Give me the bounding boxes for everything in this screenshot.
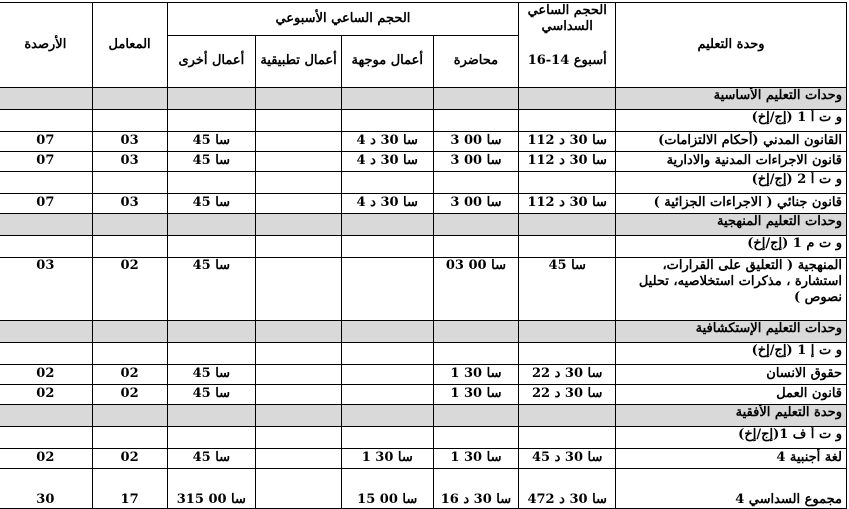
coefficient-cell <box>92 404 167 426</box>
unit-name-cell: و ت أ 2 (إج/إخ) <box>616 171 847 193</box>
lecture-cell <box>433 320 519 342</box>
lecture-cell: 03 سا 00 <box>433 257 519 320</box>
applied-work-cell <box>256 171 342 193</box>
unit-name-cell: و ت إ 1 (إج/إخ) <box>616 342 847 364</box>
applied-work-cell <box>256 426 342 448</box>
applied-work-cell <box>256 448 342 468</box>
lecture-cell <box>433 426 519 448</box>
directed-work-cell <box>341 364 433 384</box>
other-work-cell <box>167 87 256 109</box>
section-row <box>0 404 847 426</box>
other-work-cell <box>167 171 256 193</box>
semester-volume-cell: 112 سا 30 د <box>519 193 616 213</box>
curriculum-table <box>0 2 847 509</box>
semester-volume-cell <box>519 426 616 448</box>
coefficient-cell <box>92 320 167 342</box>
unit-name-cell: قانون الاجراءات المدنية والادارية <box>616 151 847 171</box>
coefficient-cell: 02 <box>92 448 167 468</box>
other-work-cell: 45 سا <box>167 448 256 468</box>
header-semester-volume: الحجم الساعي السداسي <box>519 3 616 36</box>
other-work-cell <box>167 213 256 235</box>
unit-name-cell: قانون العمل <box>616 384 847 404</box>
applied-work-cell <box>256 342 342 364</box>
directed-work-cell: 4 سا 30 د <box>341 193 433 213</box>
credits-cell: 02 <box>0 384 92 404</box>
credits-cell: 30 <box>0 468 92 508</box>
semester-volume-cell <box>519 235 616 257</box>
semester-volume-cell <box>519 213 616 235</box>
subunit-row <box>0 342 847 364</box>
coefficient-cell: 17 <box>92 468 167 508</box>
credits-cell: 07 <box>0 151 92 171</box>
unit-name-cell: المنهجية ( التعليق على القرارات، استشارة ، مذكرات استخلاصيه، تحليل نصوص ) <box>616 257 847 320</box>
coefficient-cell: 02 <box>92 364 167 384</box>
unit-name-cell: وحدات التعليم المنهجية <box>616 213 847 235</box>
unit-name-cell: وحدة التعليم الأفقية <box>616 404 847 426</box>
lecture-cell: 1 سا 30 <box>433 384 519 404</box>
header-credits: الأرصدة <box>0 3 92 88</box>
other-work-cell: 45 سا <box>167 384 256 404</box>
lecture-cell <box>433 342 519 364</box>
applied-work-cell <box>256 257 342 320</box>
coefficient-cell: 03 <box>92 193 167 213</box>
unit-name-cell: لغة أجنبية 4 <box>616 448 847 468</box>
unit-name-cell: و ت م 1 (إج/إخ) <box>616 235 847 257</box>
subunit-row <box>0 109 847 131</box>
header-weeks: 16-14 أسبوع <box>519 35 616 87</box>
header-weekly-volume: الحجم الساعي الأسبوعي <box>167 3 519 36</box>
subunit-row <box>0 426 847 448</box>
credits-cell <box>0 235 92 257</box>
table-row <box>0 384 847 404</box>
other-work-cell <box>167 426 256 448</box>
semester-volume-cell <box>519 87 616 109</box>
coefficient-cell <box>92 109 167 131</box>
coefficient-cell: 02 <box>92 257 167 320</box>
table-row <box>0 131 847 151</box>
other-work-cell <box>167 109 256 131</box>
lecture-cell: 16 سا 30 د <box>433 468 519 508</box>
applied-work-cell <box>256 87 342 109</box>
other-work-cell: 315 سا 00 <box>167 468 256 508</box>
other-work-cell <box>167 235 256 257</box>
credits-cell <box>0 320 92 342</box>
unit-name-cell: مجموع السداسي 4 <box>616 468 847 508</box>
semester-volume-cell: 45 سا <box>519 257 616 320</box>
total-row <box>0 468 847 508</box>
applied-work-cell <box>256 213 342 235</box>
coefficient-cell <box>92 235 167 257</box>
directed-work-cell <box>341 109 433 131</box>
lecture-cell <box>433 235 519 257</box>
semester-volume-cell: 112 سا 30 د <box>519 131 616 151</box>
applied-work-cell <box>256 404 342 426</box>
other-work-cell: 45 سا <box>167 193 256 213</box>
lecture-cell: 1 سا 30 <box>433 448 519 468</box>
section-row <box>0 87 847 109</box>
table-row <box>0 364 847 384</box>
header-directed-work: أعمال موجهة <box>341 35 433 87</box>
lecture-cell: 3 سا 00 <box>433 131 519 151</box>
semester-volume-cell <box>519 109 616 131</box>
credits-cell: 02 <box>0 364 92 384</box>
unit-name-cell: حقوق الانسان <box>616 364 847 384</box>
table-row <box>0 193 847 213</box>
header-row <box>0 3 847 36</box>
unit-name-cell: و ت أ 1 (إج/إخ) <box>616 109 847 131</box>
table-body <box>0 3 847 509</box>
lecture-cell <box>433 87 519 109</box>
semester-volume-cell <box>519 320 616 342</box>
applied-work-cell <box>256 468 342 508</box>
semester-volume-cell: 112 سا 30 د <box>519 151 616 171</box>
lecture-cell: 1 سا 30 <box>433 364 519 384</box>
directed-work-cell <box>341 257 433 320</box>
credits-cell <box>0 404 92 426</box>
header-unit: وحدة التعليم <box>616 3 847 88</box>
semester-volume-cell <box>519 171 616 193</box>
credits-cell <box>0 109 92 131</box>
lecture-cell: 3 سا 00 <box>433 151 519 171</box>
semester-volume-cell: 45 سا 30 د <box>519 448 616 468</box>
directed-work-cell <box>341 87 433 109</box>
applied-work-cell <box>256 320 342 342</box>
credits-cell <box>0 342 92 364</box>
directed-work-cell <box>341 171 433 193</box>
table-row <box>0 151 847 171</box>
semester-volume-cell: 472 سا 30 د <box>519 468 616 508</box>
other-work-cell <box>167 320 256 342</box>
directed-work-cell <box>341 404 433 426</box>
table-row <box>0 257 847 320</box>
applied-work-cell <box>256 235 342 257</box>
lecture-cell: 3 سا 00 <box>433 193 519 213</box>
subunit-row <box>0 171 847 193</box>
directed-work-cell <box>341 213 433 235</box>
header-applied-work: أعمال تطبيقية <box>256 35 342 87</box>
lecture-cell <box>433 171 519 193</box>
applied-work-cell <box>256 151 342 171</box>
semester-volume-cell <box>519 404 616 426</box>
header-lecture: محاضرة <box>433 35 519 87</box>
credits-cell <box>0 87 92 109</box>
semester-volume-cell: 22 سا 30 د <box>519 384 616 404</box>
directed-work-cell: 15 سا 00 <box>341 468 433 508</box>
semester-volume-cell: 22 سا 30 د <box>519 364 616 384</box>
lecture-cell <box>433 404 519 426</box>
other-work-cell <box>167 404 256 426</box>
semester-volume-cell <box>519 342 616 364</box>
coefficient-cell <box>92 87 167 109</box>
directed-work-cell <box>341 426 433 448</box>
coefficient-cell <box>92 426 167 448</box>
directed-work-cell <box>341 320 433 342</box>
section-row <box>0 320 847 342</box>
applied-work-cell <box>256 193 342 213</box>
credits-cell: 03 <box>0 257 92 320</box>
credits-cell <box>0 171 92 193</box>
credits-cell: 07 <box>0 193 92 213</box>
other-work-cell: 45 سا <box>167 151 256 171</box>
directed-work-cell <box>341 235 433 257</box>
applied-work-cell <box>256 384 342 404</box>
directed-work-cell: 1 سا 30 <box>341 448 433 468</box>
unit-name-cell: القانون المدني (أحكام الالتزامات) <box>616 131 847 151</box>
unit-name-cell: وحدات التعليم الإستكشافية <box>616 320 847 342</box>
directed-work-cell <box>341 342 433 364</box>
other-work-cell: 45 سا <box>167 257 256 320</box>
header-coefficient: المعامل <box>92 3 167 88</box>
applied-work-cell <box>256 131 342 151</box>
other-work-cell <box>167 342 256 364</box>
coefficient-cell: 03 <box>92 151 167 171</box>
unit-name-cell: و ت أ ف 1(إج/إخ) <box>616 426 847 448</box>
credits-cell <box>0 213 92 235</box>
directed-work-cell: 4 سا 30 د <box>341 131 433 151</box>
applied-work-cell <box>256 109 342 131</box>
credits-cell: 07 <box>0 131 92 151</box>
lecture-cell <box>433 213 519 235</box>
other-work-cell: 45 سا <box>167 131 256 151</box>
credits-cell: 02 <box>0 448 92 468</box>
table-row <box>0 448 847 468</box>
directed-work-cell <box>341 384 433 404</box>
section-row <box>0 213 847 235</box>
directed-work-cell: 4 سا 30 د <box>341 151 433 171</box>
coefficient-cell <box>92 342 167 364</box>
credits-cell <box>0 426 92 448</box>
header-other-work: أعمال أخرى <box>167 35 256 87</box>
coefficient-cell <box>92 213 167 235</box>
lecture-cell <box>433 109 519 131</box>
coefficient-cell: 02 <box>92 384 167 404</box>
unit-name-cell: قانون جنائي ( الاجراءات الجزائية ) <box>616 193 847 213</box>
applied-work-cell <box>256 364 342 384</box>
unit-name-cell: وحدات التعليم الأساسية <box>616 87 847 109</box>
subunit-row <box>0 235 847 257</box>
coefficient-cell <box>92 171 167 193</box>
coefficient-cell: 03 <box>92 131 167 151</box>
other-work-cell: 45 سا <box>167 364 256 384</box>
